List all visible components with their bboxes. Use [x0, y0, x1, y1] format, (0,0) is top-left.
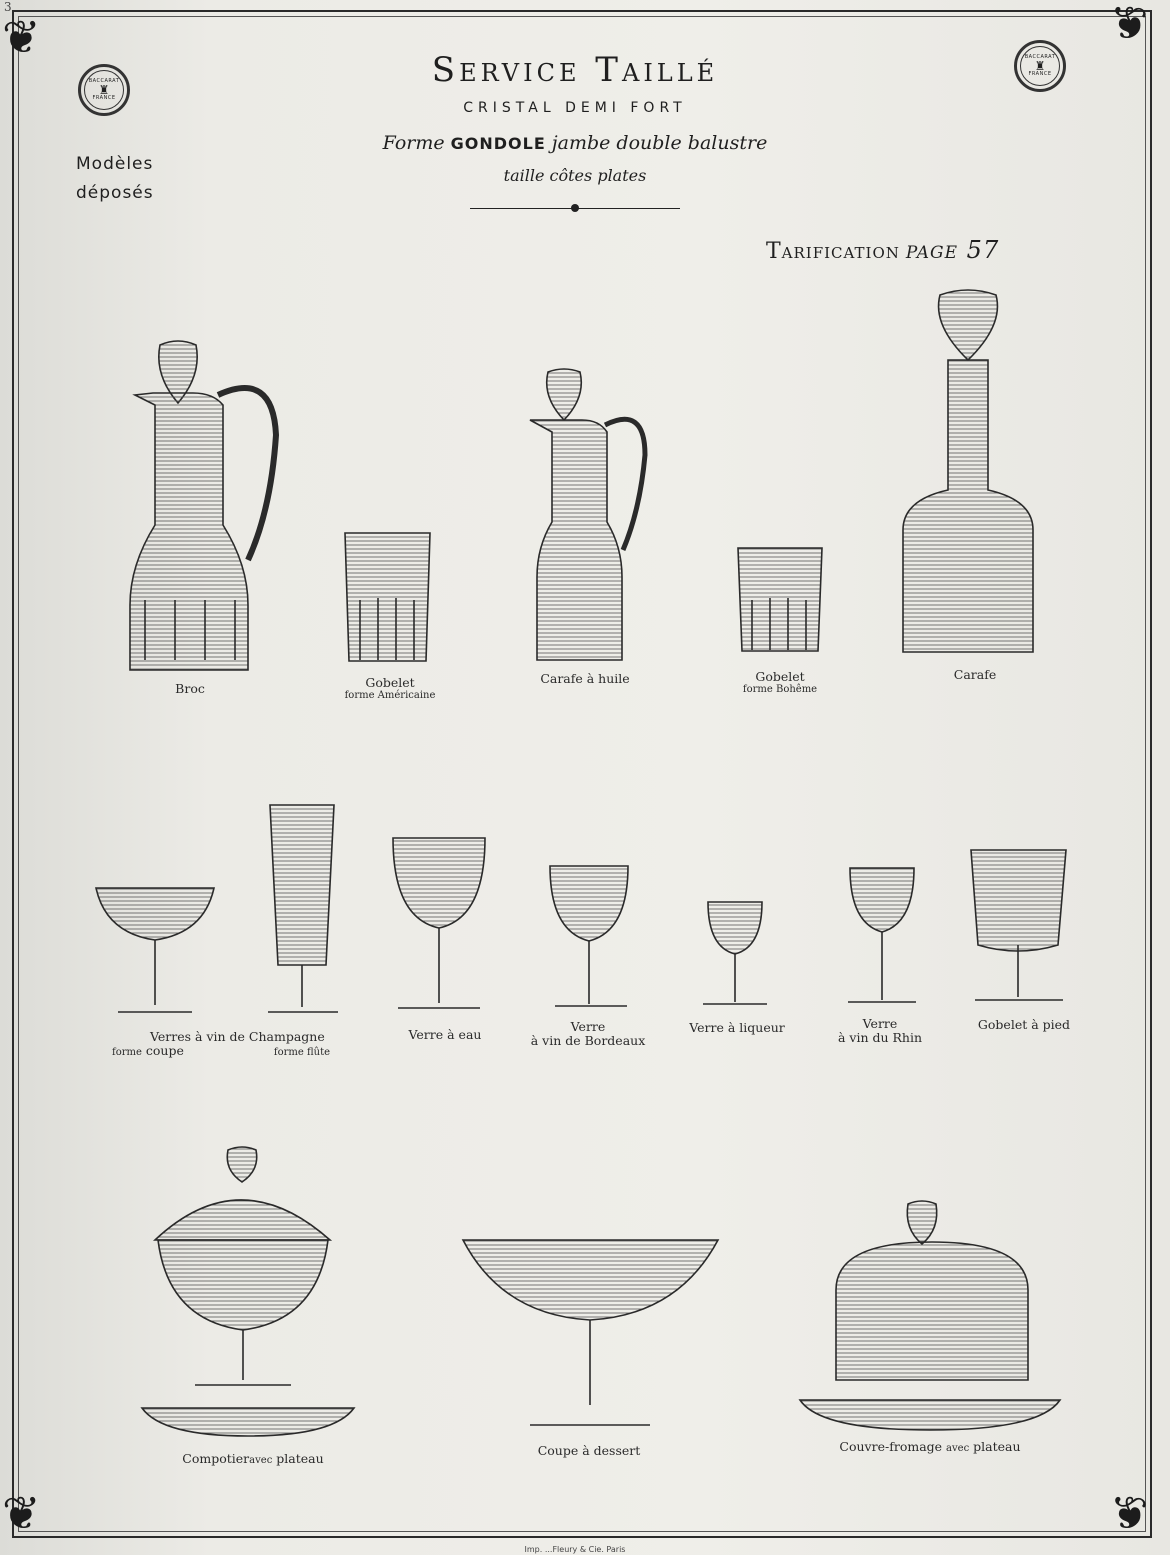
label-carafe [945, 668, 1005, 682]
forme-suffix: jambe double balustre [551, 132, 768, 154]
label-coupe-dessert [534, 1444, 644, 1458]
carafe-label: Carafe [953, 667, 997, 682]
label-champagne [112, 1030, 352, 1058]
couvre-fromage-illustration [800, 1201, 1060, 1430]
gobelet-americaine-title: Gobelet [365, 675, 415, 690]
gobelet-pied-illustration [971, 850, 1066, 1000]
label-carafe-huile [530, 672, 640, 686]
bordeaux-sub: à vin de Bordeaux [530, 1032, 646, 1048]
forme-name: GONDOLE [450, 134, 546, 153]
label-couvre-fromage [835, 1440, 1025, 1454]
printer-footer: Imp. ...Fleury & Cie. Paris [524, 1545, 626, 1554]
corner-ornament-bottom-left-icon: ❦ [2, 1486, 41, 1540]
corner-ornament-bottom-right-icon: ❦ [1110, 1486, 1149, 1540]
label-verre-bordeaux [526, 1020, 650, 1048]
carafe-huile-illustration [530, 369, 645, 660]
gobelet-pied-label: Gobelet à pied [977, 1017, 1071, 1032]
verre-liqueur-illustration [703, 902, 767, 1004]
gobelet-americaine-illustration [345, 533, 430, 661]
rhin-title: Verre [862, 1016, 898, 1031]
couvre-avec: avec [946, 1443, 970, 1454]
compotier-label: Compotier [182, 1451, 250, 1466]
flute-champagne-illustration [268, 805, 338, 1012]
champagne-title: Verres à vin de Champagne [150, 1029, 325, 1044]
champagne-coupe: coupe [145, 1042, 184, 1058]
forme-prefix: Forme [382, 132, 445, 154]
coupe-dessert-illustration [463, 1240, 718, 1425]
verre-eau-illustration [393, 838, 485, 1008]
couvre-fromage-label: Couvre-fromage [839, 1439, 943, 1454]
label-verre-eau [400, 1028, 490, 1042]
corner-ornament-top-right-icon: ❦ [1110, 0, 1149, 50]
gobelet-boheme-title: Gobelet [755, 669, 805, 684]
coupe-dessert-label: Coupe à dessert [537, 1443, 641, 1458]
compotier-avec: avec [249, 1455, 273, 1466]
label-verre-liqueur [682, 1021, 792, 1035]
broc-label: Broc [175, 681, 205, 696]
label-gobelet-americaine [330, 676, 450, 701]
baccarat-seal-left-icon: BACCARAT ♜ FRANCE [78, 64, 130, 116]
page-title: Service Taillé [431, 50, 719, 90]
carafe-illustration [903, 290, 1033, 652]
tarification-label: Tarification [766, 239, 900, 264]
label-gobelet-boheme [730, 670, 830, 695]
verre-eau-label: Verre à eau [408, 1027, 482, 1042]
champagne-flute: forme flûte [273, 1046, 331, 1058]
label-broc [160, 682, 220, 696]
page-subtitle: CRISTAL DEMI FORT [463, 100, 687, 116]
verre-bordeaux-illustration [550, 866, 628, 1006]
champagne-coupe-prefix: forme [112, 1046, 142, 1058]
seal-text-bottom: FRANCE [1028, 71, 1052, 77]
tarification-page: page 57 [905, 236, 1000, 264]
verre-rhin-illustration [848, 868, 916, 1002]
label-gobelet-pied [972, 1018, 1076, 1032]
bordeaux-title: Verre [570, 1019, 606, 1034]
coupe-champagne-illustration [96, 888, 214, 1012]
seal-text-bottom: FRANCE [92, 95, 116, 101]
deposes-text: déposés [76, 183, 154, 203]
label-verre-rhin [830, 1017, 930, 1045]
compotier-illustration [142, 1147, 354, 1436]
label-compotier [178, 1452, 328, 1466]
verre-liqueur-label: Verre à liqueur [689, 1020, 785, 1035]
rhin-sub: à vin du Rhin [837, 1029, 923, 1045]
couvre-plateau: plateau [973, 1439, 1021, 1454]
corner-ornament-top-left-icon: ❦ [2, 10, 41, 64]
carafe-huile-label: Carafe à huile [540, 671, 630, 686]
taille-line: taille côtes plates [503, 166, 647, 185]
page-number: 3 [4, 0, 12, 14]
gobelet-boheme-illustration [738, 548, 822, 651]
seal-text-top: BACCARAT [1024, 53, 1056, 60]
modeles-text: Modèles [76, 154, 154, 174]
baccarat-seal-right-icon: BACCARAT ♜ FRANCE [1014, 40, 1066, 92]
compotier-plateau: plateau [276, 1451, 324, 1466]
seal-text-top: BACCARAT [88, 77, 120, 84]
broc-illustration [130, 341, 276, 670]
gobelet-americaine-sub: forme Américaine [344, 689, 436, 701]
gobelet-boheme-sub: forme Bohême [742, 683, 818, 695]
